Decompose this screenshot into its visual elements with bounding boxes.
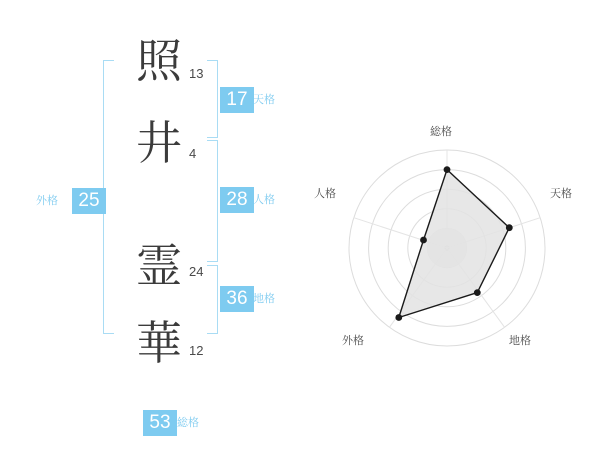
badge-value-jinkaku: 28 [220, 187, 254, 213]
kanji-1: 照 [136, 34, 182, 88]
axis-label-jinkaku: 人格 [314, 188, 336, 200]
badge-value-chikaku: 36 [220, 286, 254, 312]
badge-label-jinkaku: 人格 [253, 194, 275, 206]
kanji-4: 華 [136, 316, 182, 370]
axis-label-soukaku: 総格 [430, 126, 452, 138]
badge-value-soukaku: 53 [143, 410, 177, 436]
chikaku-bracket [207, 265, 218, 334]
axis-label-gaikaku: 外格 [342, 335, 364, 347]
badge-label-soukaku: 総格 [177, 417, 199, 429]
axis-label-chikaku: 地格 [509, 335, 531, 347]
stroke-count-4: 12 [189, 343, 204, 358]
radar-series-polygon [399, 170, 510, 318]
badge-label-chikaku: 地格 [253, 293, 275, 305]
stroke-count-1: 13 [189, 66, 204, 81]
badge-value-outer: 25 [72, 188, 106, 214]
badge-label-outer: 外格 [36, 195, 58, 207]
kanji-2: 井 [136, 116, 182, 170]
kanji-3: 霊 [136, 239, 182, 293]
stroke-count-2: 4 [189, 146, 197, 161]
tenkaku-bracket [207, 60, 218, 138]
jinkaku-bracket [207, 140, 218, 262]
radar-chart [310, 0, 600, 470]
radar-chart-svg [310, 0, 600, 470]
axis-label-tenkaku: 天格 [550, 188, 572, 200]
stroke-count-3: 24 [189, 264, 204, 279]
badge-value-tenkaku: 17 [220, 87, 254, 113]
badge-label-tenkaku: 天格 [253, 94, 275, 106]
